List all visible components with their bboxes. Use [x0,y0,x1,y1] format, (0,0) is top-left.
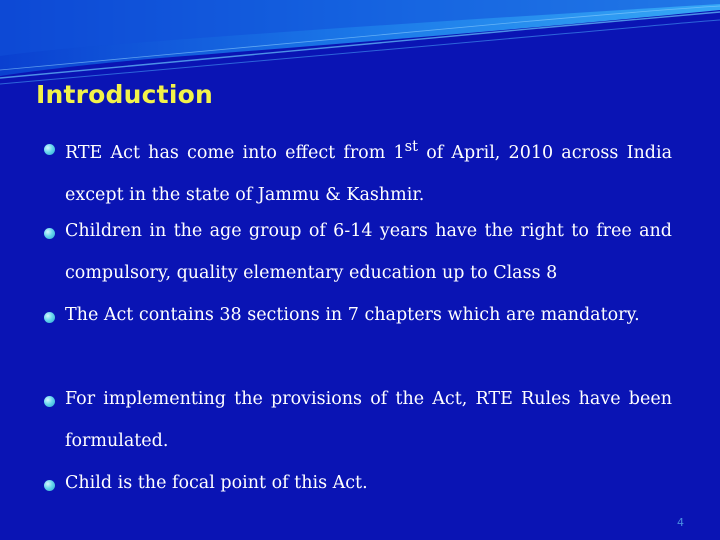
bullet-text: RTE Act has come into effect from 1st of April, 2010 across India except in the state of Jammu & Kashmir. [65,138,672,205]
ordinal-suffix: st [404,138,418,155]
header-swoosh [0,0,720,90]
bullet-dot-icon [44,396,55,407]
bullet-dot-icon [44,312,55,323]
bullet-dot-icon [44,144,55,155]
slide-title: Introduction [36,80,213,109]
bullet-item [44,474,672,516]
bullet-dot-icon [44,228,55,239]
bullet-text: For implementing the provisions of the Act, RTE Rules have been formulated. [65,389,672,451]
bullet-item [44,306,672,348]
bullet-text: Child is the focal point of this Act. [65,473,368,493]
page-number: 4 [677,516,684,529]
bullet-text: Children in the age group of 6-14 years have the right to free and compulsory, quality elementary education up to Class 8 [65,221,672,283]
bullet-text: The Act contains 38 sections in 7 chapters which are mandatory. [65,305,640,325]
bullet-dot-icon [44,480,55,491]
